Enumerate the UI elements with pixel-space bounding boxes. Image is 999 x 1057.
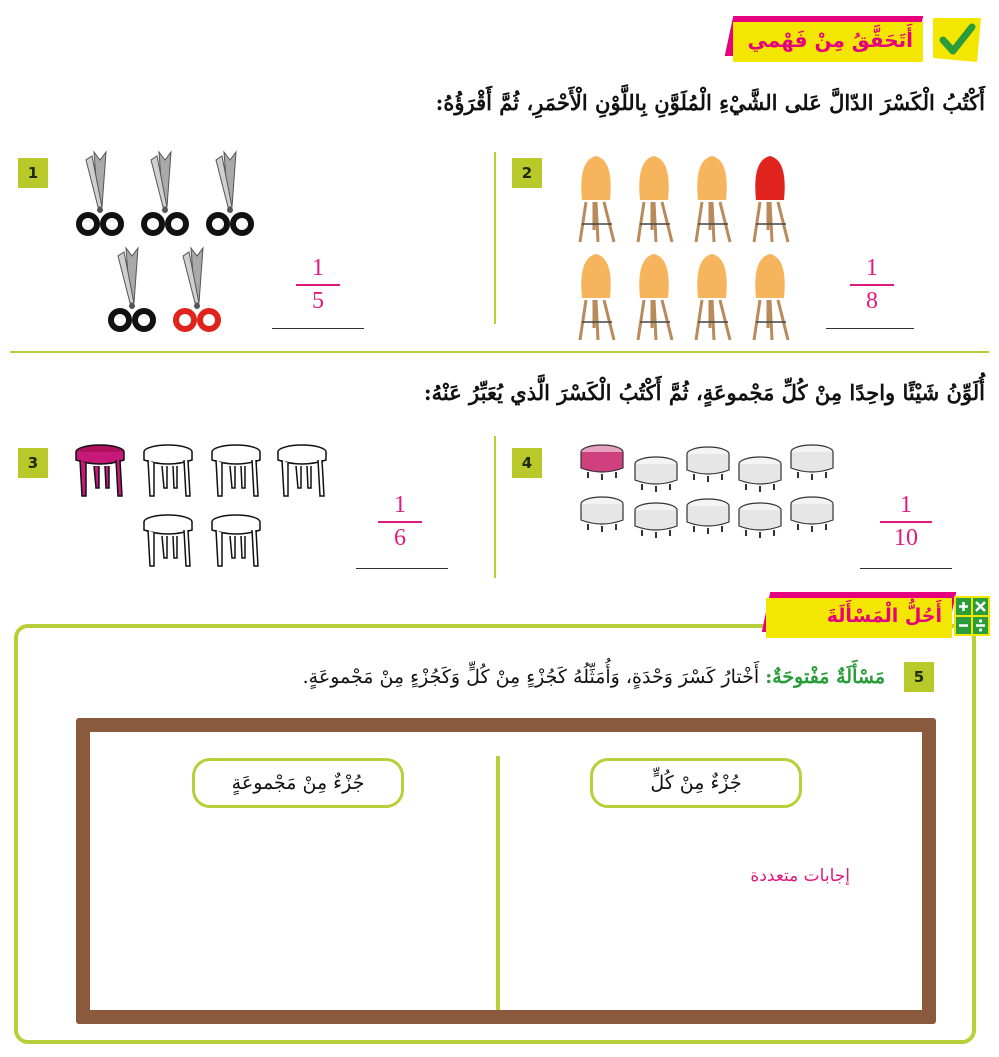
chair-icon xyxy=(638,254,672,340)
cake-icon xyxy=(739,503,781,538)
divider-horizontal xyxy=(10,351,989,353)
answer-text: إجابات متعددة xyxy=(750,866,850,886)
scissors-icon xyxy=(111,248,153,329)
whiteboard xyxy=(76,718,936,1024)
scissors-icon xyxy=(209,152,251,233)
fraction-1 xyxy=(290,255,346,315)
fraction-denominator: 8 xyxy=(866,288,878,314)
divider-vertical xyxy=(494,152,496,324)
item-number-1: 1 xyxy=(18,158,48,188)
divider-vertical xyxy=(494,436,496,578)
problem-statement xyxy=(165,666,885,688)
problem-banner xyxy=(760,590,992,642)
chairs-group xyxy=(578,150,818,340)
section-title: أَتَحَقَّقُ مِنْ فَهْمي xyxy=(747,28,913,52)
fraction-denominator: 10 xyxy=(894,525,918,551)
fraction-numerator: 1 xyxy=(866,255,878,281)
tables-group xyxy=(72,440,342,576)
chair-icon xyxy=(696,254,730,340)
fraction-denominator: 5 xyxy=(312,288,324,314)
board-divider xyxy=(496,756,500,1010)
whiteboard-surface xyxy=(90,732,922,1010)
scissors-group xyxy=(70,150,270,340)
fraction-numerator: 1 xyxy=(312,255,324,281)
table-icon xyxy=(278,445,326,496)
cake-icon xyxy=(635,503,677,538)
part-of-whole-box: جُزْءٌ مِنْ كُلٍّ xyxy=(590,758,802,808)
chair-icon xyxy=(580,156,614,242)
problem-label: مَسْأَلَةٌ مَفْتوحَةٌ: xyxy=(765,666,885,688)
answer-line xyxy=(272,328,364,329)
problem-title: أَحُلُّ الْمَسْأَلَةَ xyxy=(826,605,942,627)
calculator-icon xyxy=(954,596,990,636)
table-icon xyxy=(212,445,260,496)
instruction-1: أَكْتُبُ الْكَسْرَ الدّالَّ عَلى الشَّيْءِ الْمُلَوَّنِ بِاللَّوْنِ الْأَحْمَرِ، ثُمَّ أَقْرَؤُهُ: xyxy=(435,90,985,115)
table-icon-colored xyxy=(76,445,124,496)
cake-icon xyxy=(791,497,833,532)
table-icon xyxy=(144,445,192,496)
chair-icon xyxy=(754,254,788,340)
chair-icon xyxy=(696,156,730,242)
scissors-icon-red xyxy=(176,248,218,329)
problem-text: أَخْتارُ كَسْرَ وَحْدَةٍ، وَأُمَثِّلُهُ كَجُزْءٍ مِنْ كُلٍّ وَكَجُزْءٍ مِنْ مَجْموعَةٍ. xyxy=(302,666,760,688)
check-icon xyxy=(933,18,981,62)
cake-icon xyxy=(791,445,833,480)
answer-line xyxy=(826,328,914,329)
section-banner xyxy=(735,16,989,62)
fraction-denominator: 6 xyxy=(394,525,406,551)
scissors-icon xyxy=(79,152,121,233)
table-icon xyxy=(212,515,260,566)
cake-icon xyxy=(739,457,781,492)
chair-icon-red xyxy=(754,156,788,242)
table-icon xyxy=(144,515,192,566)
answer-line xyxy=(356,568,448,569)
item-number-4: 4 xyxy=(512,448,542,478)
answer-line xyxy=(860,568,952,569)
cakes-group xyxy=(578,440,840,540)
instruction-2: أُلَوِّنُ شَيْئًا واحِدًا مِنْ كُلِّ مَجْموعَةٍ، ثُمَّ أَكْتُبُ الْكَسْرَ الَّذي يُعَبِّرُ عَنْهُ: xyxy=(423,380,985,405)
cake-icon xyxy=(687,499,729,534)
chair-icon xyxy=(580,254,614,340)
fraction-2 xyxy=(844,255,900,315)
cake-icon xyxy=(635,457,677,492)
scissors-icon xyxy=(144,152,186,233)
item-number-3: 3 xyxy=(18,448,48,478)
item-number-5: 5 xyxy=(904,662,934,692)
fraction-numerator: 1 xyxy=(900,492,912,518)
item-number-2: 2 xyxy=(512,158,542,188)
fraction-4 xyxy=(876,492,936,552)
chair-icon xyxy=(638,156,672,242)
part-of-set-box: جُزْءٌ مِنْ مَجْموعَةٍ xyxy=(192,758,404,808)
cake-icon xyxy=(687,447,729,482)
fraction-numerator: 1 xyxy=(394,492,406,518)
fraction-3 xyxy=(372,492,428,552)
cake-icon xyxy=(581,497,623,532)
cake-icon-colored xyxy=(581,445,623,480)
